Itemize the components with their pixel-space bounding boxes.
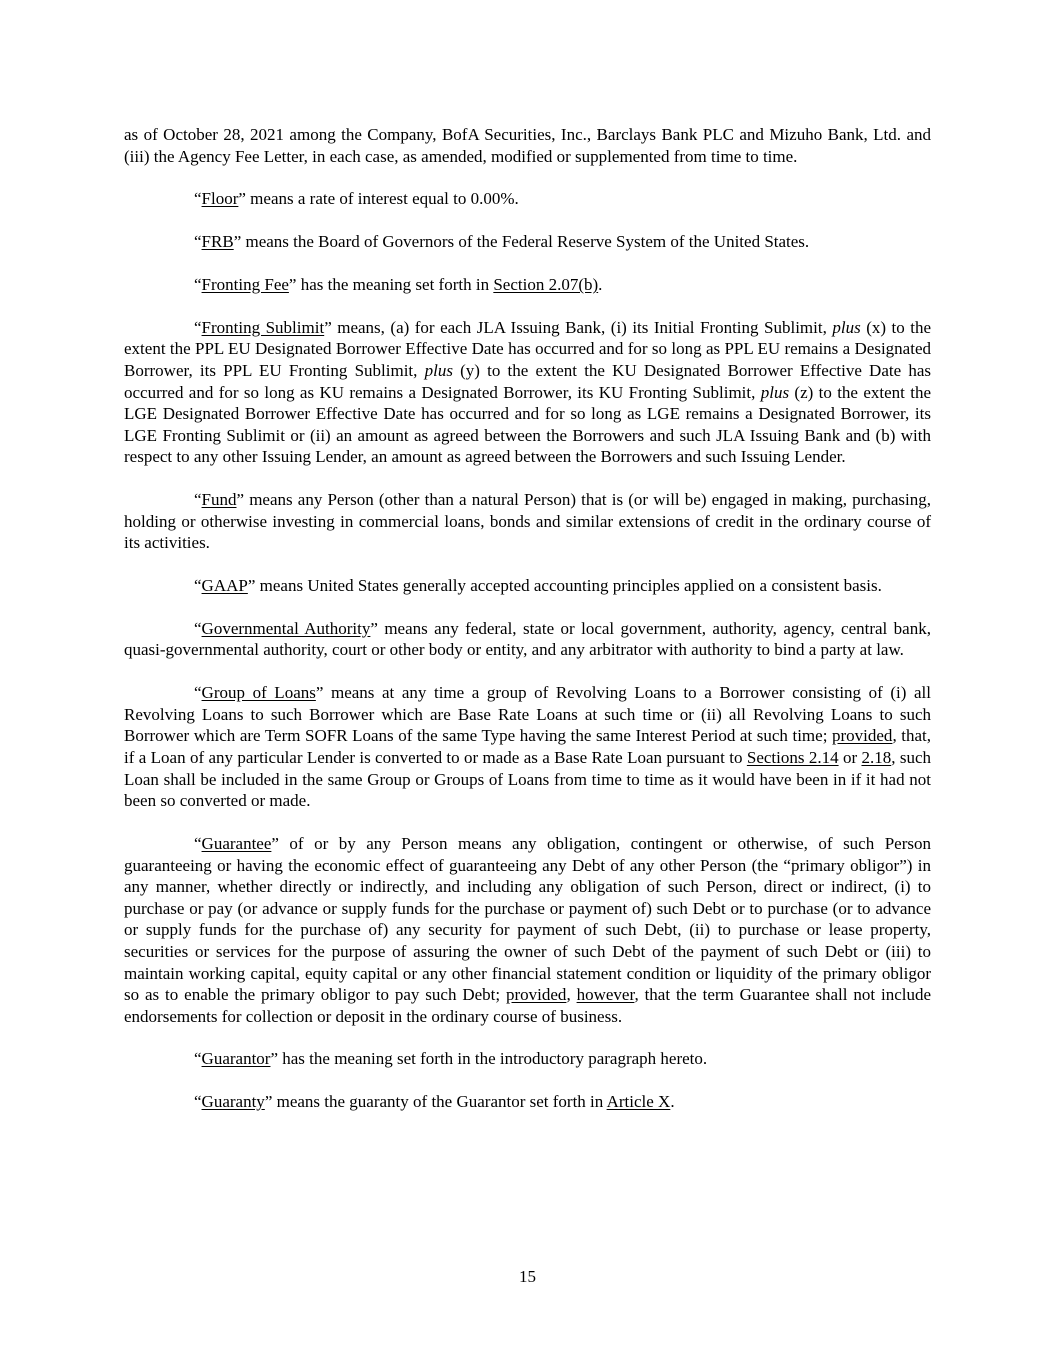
defined-term: Fund <box>201 490 237 510</box>
open-quote: “ <box>194 833 202 853</box>
definition-text: ” means any federal, state or local government, authority, agency, central bank, quasi-governmental authority, court or other body or entity, and any arbitrator with authority to bind a party at law. <box>124 618 931 660</box>
open-quote: “ <box>194 1049 202 1069</box>
definition-text: ” means any Person (other than a natural Person) that is (or will be) engaged in making, purchasing, holding or otherwise investing in commercial loans, bonds and similar extensions of credit in the ordinary course of its activities. <box>124 490 931 553</box>
definition-text: ” of or by any Person means any obligation, contingent or otherwise, of such Person guaranteeing or having the economic effect of guaranteeing any Debt of any other Person (the “primary obligor”) in any manner, whether directly or indirectly, and including any obligation of such Person, direct or indirect, (i) to purchase or pay (or advance or supply funds for the purchase or payment of) such Debt or to purchase (or to advance or supply funds for the purchase of) any security for payment of such Debt, (ii) to purchase or lease property, securities or services for the purpose of assuring the owner of such Debt of the payment of such Debt or (iii) to maintain working capital, equity capital or any other financial statement condition or liquidity of the primary obligor so as to enable the primary obligor to pay such Debt; <box>124 833 931 1005</box>
open-quote: “ <box>194 683 202 703</box>
open-quote: “ <box>194 490 202 510</box>
definition-text: , that the term Guarantee shall not include endorsements for collection or deposit in the ordinary course of business. <box>124 985 932 1026</box>
plus-italic: plus <box>832 317 861 337</box>
definition-guarantee <box>124 833 931 1027</box>
open-quote: “ <box>194 1092 202 1112</box>
defined-term: Floor <box>201 189 239 209</box>
definition-fund <box>124 489 931 554</box>
definition-text: (z) to the extent the LGE Designated Borrower Effective Date has occurred and for so long as LGE remains a Designated Borrower, its LGE Fronting Sublimit or (ii) an amount as agreed between the Borrowers and such JLA Issuing Bank and (b) with respect to any other Issuing Lender, an amount as agreed between the Borrowers and such Issuing Lender. <box>124 382 931 467</box>
definition-frb <box>124 231 931 253</box>
definition-floor <box>124 188 931 210</box>
definition-text: . <box>598 274 603 294</box>
provided-term: provided <box>506 985 567 1005</box>
defined-term: Guarantee <box>201 833 272 853</box>
provided-term: provided <box>832 726 893 746</box>
defined-term: Group of Loans <box>201 683 316 703</box>
open-quote: “ <box>194 618 202 638</box>
definition-text: ” means the guaranty of the Guarantor set forth in <box>264 1092 607 1112</box>
definition-guarantor <box>124 1048 931 1070</box>
definition-text: (y) to the extent the KU Designated Borrower Effective Date has occurred and for so long as KU remains a Designated Borrower, its KU Fronting Sublimit, <box>124 360 931 402</box>
section-reference: Section 2.07(b) <box>493 274 599 294</box>
definition-text: . <box>670 1092 675 1112</box>
defined-term: GAAP <box>201 576 248 596</box>
defined-term: Guaranty <box>201 1092 265 1112</box>
defined-term: Guarantor <box>201 1049 271 1069</box>
defined-term: Governmental Authority <box>201 618 371 638</box>
definition-gaap <box>124 575 931 597</box>
however-term: however <box>576 985 635 1005</box>
definition-text: ” means, (a) for each JLA Issuing Bank, (i) its Initial Fronting Sublimit, <box>324 317 833 337</box>
open-quote: “ <box>194 274 202 294</box>
definition-governmental-authority <box>124 618 931 661</box>
definition-text: ” means the Board of Governors of the Federal Reserve System of the United States. <box>233 232 810 252</box>
page-number: 15 <box>519 1267 536 1286</box>
section-reference: Article X <box>606 1092 671 1112</box>
definition-text: , such Loan shall be included in the same Group or Groups of Loans from time to time as it would have been in if it had not been so converted or made. <box>124 747 931 811</box>
definition-text: or <box>838 747 862 767</box>
defined-term: Fronting Sublimit <box>201 317 325 337</box>
definition-text: ” has the meaning set forth in the introductory paragraph hereto. <box>270 1049 708 1069</box>
plus-italic: plus <box>760 382 790 402</box>
defined-term: Fronting Fee <box>201 274 289 294</box>
open-quote: “ <box>194 189 202 209</box>
continuation-paragraph: as of October 28, 2021 among the Company, BofA Securities, Inc., Barclays Bank PLC and Mizuho Bank, Ltd. and (iii) the Agency Fee Letter, in each case, as amended, modified or supplemented from time to time. <box>124 125 931 166</box>
definition-fronting-sublimit <box>124 317 931 468</box>
definition-fronting-fee <box>124 274 931 296</box>
definition-text: ” means United States generally accepted accounting principles applied on a consistent basis. <box>247 576 882 596</box>
definition-text: ” means at any time a group of Revolving Loans to a Borrower consisting of (i) all Revolving Loans to such Borrower which are Base Rate Loans at such time or (ii) all Revolving Loans to such Borrower which are Term SOFR Loans of the same Type having the same Interest Period at such time; <box>124 683 931 746</box>
definition-text: ” means a rate of interest equal to 0.00%. <box>238 189 519 209</box>
definition-group-of-loans <box>124 682 931 812</box>
section-reference: Sections 2.14 <box>746 747 839 767</box>
definition-text: , that, if a Loan of any particular Lender is converted to or made as a Base Rate Loan pursuant to <box>124 726 931 767</box>
open-quote: “ <box>194 232 202 252</box>
section-reference: 2.18 <box>861 747 892 767</box>
definition-text: ” has the meaning set forth in <box>288 274 494 294</box>
definition-text: , <box>566 985 577 1005</box>
defined-term: FRB <box>201 232 234 252</box>
definition-text: (x) to the extent the PPL EU Designated Borrower Effective Date has occurred and for so long as PPL EU remains a Designated Borrower, its PPL EU Fronting Sublimit, <box>124 317 932 380</box>
definition-guaranty <box>124 1091 931 1113</box>
document-page <box>124 124 931 1134</box>
open-quote: “ <box>194 317 202 337</box>
open-quote: “ <box>194 576 202 596</box>
plus-italic: plus <box>424 360 453 380</box>
